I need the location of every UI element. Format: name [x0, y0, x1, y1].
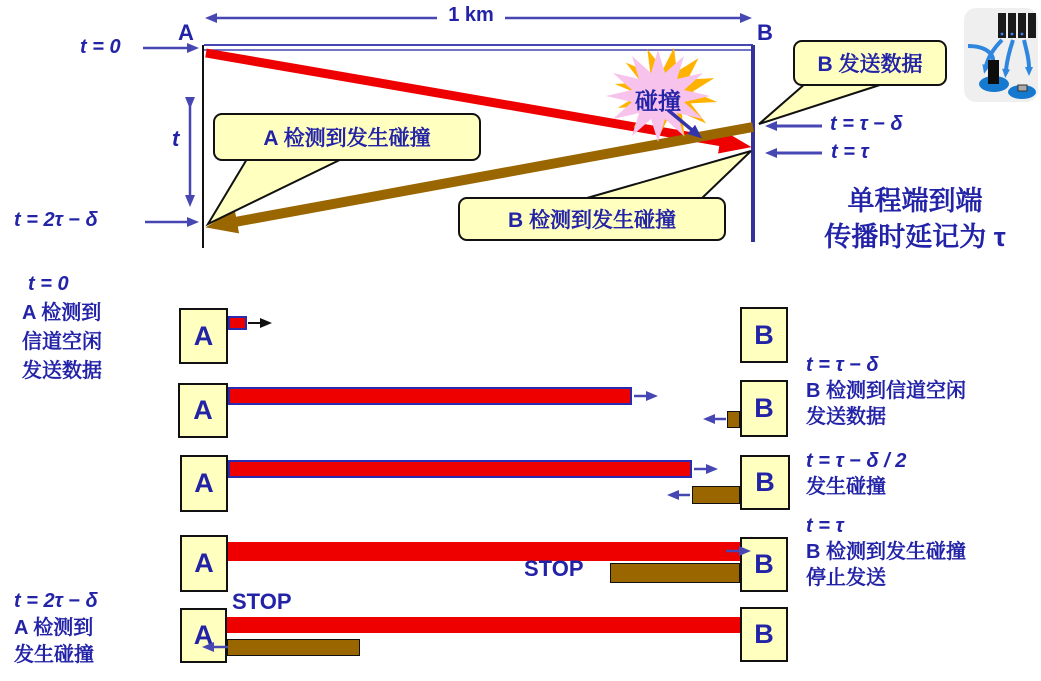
row2-annotation [806, 352, 966, 430]
row4-station-a [180, 535, 228, 592]
station-letter: A [194, 548, 214, 578]
row1-annotation-line: t = 0 [28, 273, 69, 295]
row4-b-frame [610, 563, 740, 583]
row1-station-b [740, 307, 788, 363]
row5-stop-label: STOP [232, 589, 292, 614]
note-line-1: 单程端到端 [847, 186, 983, 216]
row4-a-frame [228, 542, 740, 561]
t-tau-delta-label: t = τ − δ [830, 113, 903, 135]
row4-annotation-line: 停止发送 [806, 567, 886, 589]
t2tau-delta-label: t = 2τ − δ [14, 209, 98, 231]
callout-b-send [793, 40, 947, 86]
row5-b-frame [227, 639, 360, 656]
row1-a-frame [228, 316, 247, 330]
row5-annotation-line: 发生碰撞 [14, 644, 94, 666]
station-letter: A [193, 320, 214, 351]
row5-annotation [14, 588, 98, 669]
row3-b-frame [692, 486, 740, 504]
row3-annotation-line: 发生碰撞 [806, 476, 886, 498]
callout-b-detect [458, 197, 726, 241]
row4-station-b [740, 537, 788, 592]
network-clipart-icon [964, 8, 1038, 102]
station-letter: A [193, 395, 213, 425]
callout-a-detect [213, 113, 481, 161]
collision-label: 碰撞 [635, 88, 681, 114]
row1-annotation-line: 发送数据 [22, 360, 102, 382]
callout-a-detect-text: A 检测到发生碰撞 [263, 127, 431, 150]
propagation-delay-note [790, 183, 1040, 255]
row4-stop-label: STOP [524, 556, 584, 581]
row3-a-frame [228, 460, 692, 478]
station-letter: B [754, 549, 774, 579]
row2-b-frame [727, 411, 740, 428]
row3-station-b [740, 455, 790, 510]
station-letter: B [754, 393, 774, 423]
row3-station-a [180, 455, 228, 512]
note-line-2: 传播时延记为 τ [824, 222, 1006, 252]
station-letter: B [754, 619, 774, 649]
t-axis-label: t [172, 126, 180, 151]
row5-annotation-line: A 检测到 [14, 617, 94, 639]
row2-annotation-line: t = τ − δ [806, 354, 879, 376]
callout-b-send-text: B 发送数据 [817, 53, 923, 76]
station-b-label: B [757, 20, 773, 45]
row2-station-a [178, 383, 228, 438]
row5-station-b [740, 607, 788, 662]
row5-a-frame [227, 617, 740, 633]
row3-annotation [806, 448, 906, 500]
row4-annotation-line: B 检测到发生碰撞 [806, 541, 966, 563]
row2-annotation-line: B 检测到信道空闲 [806, 380, 966, 402]
t0-label: t = 0 [80, 36, 121, 58]
station-letter: B [755, 467, 775, 497]
row1-annotation [22, 270, 102, 386]
row5-annotation-line: t = 2τ − δ [14, 590, 98, 612]
station-a-label: A [178, 20, 194, 45]
row2-annotation-line: 发送数据 [806, 406, 886, 428]
bus-line [204, 45, 753, 50]
row4-annotation-line: t = τ [806, 515, 844, 537]
row2-station-b [740, 380, 788, 437]
row1-station-a [179, 308, 228, 364]
row2-a-frame [228, 387, 632, 405]
distance-label: 1 km [448, 4, 494, 26]
callout-b-detect-text: B 检测到发生碰撞 [508, 209, 676, 232]
row4-annotation [806, 513, 966, 591]
station-letter: A [194, 468, 214, 498]
row1-annotation-line: 信道空闲 [22, 331, 102, 353]
row3-annotation-line: t = τ − δ / 2 [806, 450, 907, 472]
t-tau-label: t = τ [831, 141, 869, 163]
row5-station-a [180, 608, 227, 663]
row1-annotation-line: A 检测到 [22, 302, 102, 324]
station-letter: B [754, 319, 774, 350]
station-letter: A [193, 620, 214, 650]
